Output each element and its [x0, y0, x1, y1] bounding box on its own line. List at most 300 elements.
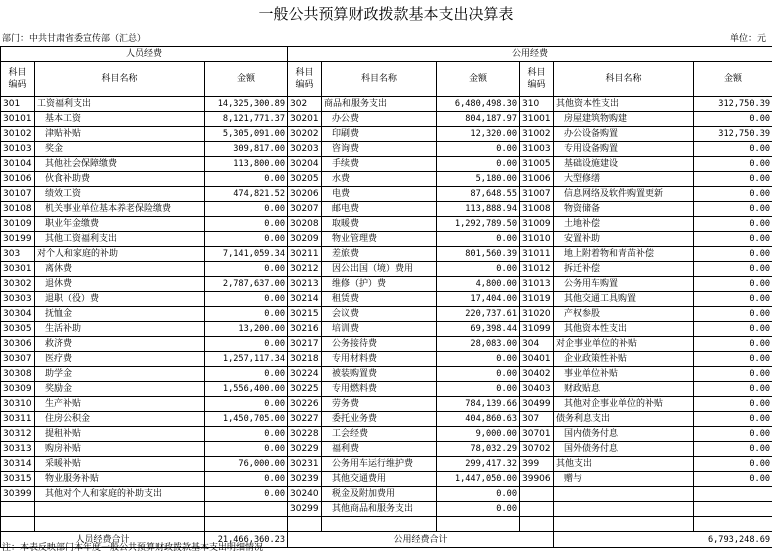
amount-cell: 1,292,789.50 [437, 217, 520, 232]
subject-code: 30314 [1, 457, 35, 472]
subject-code: 30216 [288, 322, 322, 337]
header-code-3: 科目 编码 [520, 62, 554, 97]
amount-cell: 113,888.94 [437, 202, 520, 217]
subject-code: 30401 [520, 352, 554, 367]
subject-name: 办公设备购置 [554, 127, 694, 142]
header-name-1: 科目名称 [35, 62, 205, 97]
table-row [1, 457, 772, 472]
amount-cell: 312,750.39 [694, 127, 772, 142]
subject-code: 30301 [1, 262, 35, 277]
subject-name: 信息网络及软件购置更新 [554, 187, 694, 202]
header-code-2: 科目 编码 [288, 62, 322, 97]
subject-name: 租赁费 [322, 292, 437, 307]
subject-name: 培训费 [322, 322, 437, 337]
subject-code: 30399 [1, 487, 35, 502]
amount-cell: 801,560.39 [437, 247, 520, 262]
amount-cell: 404,860.63 [437, 412, 520, 427]
report-title: 一般公共预算财政拨款基本支出决算表 [258, 5, 514, 23]
amount-cell: 0.00 [694, 472, 772, 487]
amount-cell: 0.00 [694, 307, 772, 322]
expenditure-table [0, 46, 772, 548]
table-row [1, 277, 772, 292]
amount-cell: 0.00 [694, 382, 772, 397]
subject-name: 因公出国（境）费用 [322, 262, 437, 277]
subject-name: 采暖补贴 [35, 457, 205, 472]
group-personnel: 人员经费 [1, 47, 288, 62]
subject-code: 30102 [1, 127, 35, 142]
amount-cell: 13,200.00 [205, 322, 288, 337]
header-code-1: 科目 编码 [1, 62, 35, 97]
subject-name: 专用材料费 [322, 352, 437, 367]
amount-cell: 220,737.61 [437, 307, 520, 322]
amount-cell: 0.00 [694, 352, 772, 367]
table-row [1, 97, 772, 112]
table-row [1, 127, 772, 142]
subject-name: 公务用车购置 [554, 277, 694, 292]
subject-name: 职业年金缴费 [35, 217, 205, 232]
subject-code: 30106 [1, 172, 35, 187]
subject-code: 30299 [288, 502, 322, 517]
subject-name: 工会经费 [322, 427, 437, 442]
subject-name [322, 517, 437, 532]
table-row [1, 187, 772, 202]
amount-cell: 0.00 [205, 217, 288, 232]
subject-code [520, 517, 554, 532]
subject-name: 救济费 [35, 337, 205, 352]
subject-code: 31099 [520, 322, 554, 337]
subject-name: 基础设施建设 [554, 157, 694, 172]
subject-name: 伙食补助费 [35, 172, 205, 187]
subject-code: 310 [520, 97, 554, 112]
subject-code: 30305 [1, 322, 35, 337]
amount-cell: 0.00 [694, 292, 772, 307]
subject-name: 拆迁补偿 [554, 262, 694, 277]
amount-cell: 0.00 [205, 472, 288, 487]
subject-code [288, 517, 322, 532]
amount-cell: 0.00 [205, 202, 288, 217]
subject-name: 产权参股 [554, 307, 694, 322]
amount-cell: 0.00 [694, 247, 772, 262]
amount-cell: 312,750.39 [694, 97, 772, 112]
table-row [1, 502, 772, 517]
subject-code [1, 517, 35, 532]
subject-name: 安置补助 [554, 232, 694, 247]
amount-cell: 0.00 [437, 262, 520, 277]
subject-name: 邮电费 [322, 202, 437, 217]
subject-code: 30701 [520, 427, 554, 442]
subject-name: 奖励金 [35, 382, 205, 397]
subject-code: 30205 [288, 172, 322, 187]
table-row [1, 337, 772, 352]
subject-name [35, 517, 205, 532]
subject-code: 30217 [288, 337, 322, 352]
subject-code: 30306 [1, 337, 35, 352]
subject-name: 会议费 [322, 307, 437, 322]
subject-code: 30215 [288, 307, 322, 322]
amount-cell: 0.00 [694, 142, 772, 157]
table-row [1, 232, 772, 247]
subject-code: 30227 [288, 412, 322, 427]
amount-cell: 9,000.00 [437, 427, 520, 442]
subject-code: 30109 [1, 217, 35, 232]
amount-cell: 0.00 [437, 142, 520, 157]
column-header-row [1, 62, 772, 97]
group-header-row [1, 47, 772, 62]
amount-cell: 12,320.00 [437, 127, 520, 142]
subject-name: 被装购置费 [322, 367, 437, 382]
amount-cell: 309,817.00 [205, 142, 288, 157]
subject-code: 30499 [520, 397, 554, 412]
subject-name: 取暖费 [322, 217, 437, 232]
subject-code: 31007 [520, 187, 554, 202]
amount-cell: 0.00 [694, 367, 772, 382]
subject-code: 31002 [520, 127, 554, 142]
table-row [1, 487, 772, 502]
subject-name: 其他资本性支出 [554, 322, 694, 337]
personnel-total-amount: 21,466,360.23 [205, 532, 288, 548]
amount-cell: 76,000.00 [205, 457, 288, 472]
amount-cell: 0.00 [205, 292, 288, 307]
subject-name: 电费 [322, 187, 437, 202]
table-row [1, 142, 772, 157]
amount-cell: 0.00 [694, 262, 772, 277]
amount-cell: 0.00 [437, 367, 520, 382]
amount-cell: 0.00 [205, 307, 288, 322]
amount-cell: 17,404.00 [437, 292, 520, 307]
department-label: 部门：中共甘肃省委宣传部（汇总） [2, 34, 147, 44]
subject-code: 30229 [288, 442, 322, 457]
subject-name: 其他商品和服务支出 [322, 502, 437, 517]
subject-name: 专用设备购置 [554, 142, 694, 157]
subject-name: 印刷费 [322, 127, 437, 142]
subject-name: 企业政策性补贴 [554, 352, 694, 367]
amount-cell: 0.00 [694, 172, 772, 187]
amount-cell: 0.00 [205, 262, 288, 277]
amount-cell: 0.00 [205, 397, 288, 412]
subject-name: 维修（护）费 [322, 277, 437, 292]
subject-code: 30403 [520, 382, 554, 397]
subject-code: 30203 [288, 142, 322, 157]
table-row [1, 112, 772, 127]
table-row [1, 157, 772, 172]
subject-code: 30199 [1, 232, 35, 247]
amount-cell: 0.00 [437, 487, 520, 502]
subject-name: 水费 [322, 172, 437, 187]
subject-code: 31006 [520, 172, 554, 187]
subject-code: 30201 [288, 112, 322, 127]
amount-cell: 0.00 [694, 457, 772, 472]
amount-cell: 784,139.66 [437, 397, 520, 412]
subject-code: 31010 [520, 232, 554, 247]
subject-code: 30402 [520, 367, 554, 382]
header-name-2: 科目名称 [322, 62, 437, 97]
amount-cell: 0.00 [694, 427, 772, 442]
subject-name: 公务接待费 [322, 337, 437, 352]
subject-name: 对个人和家庭的补助 [35, 247, 205, 262]
table-row [1, 262, 772, 277]
amount-cell: 28,083.00 [437, 337, 520, 352]
subject-code: 30213 [288, 277, 322, 292]
amount-cell: 0.00 [205, 487, 288, 502]
subject-name: 购房补贴 [35, 442, 205, 457]
subject-name: 其他交通工具购置 [554, 292, 694, 307]
subject-name: 房屋建筑物购建 [554, 112, 694, 127]
subject-name: 助学金 [35, 367, 205, 382]
amount-cell: 2,787,637.00 [205, 277, 288, 292]
subject-code: 303 [1, 247, 35, 262]
subject-name: 土地补偿 [554, 217, 694, 232]
subject-code: 30313 [1, 442, 35, 457]
subject-name: 其他对企事业单位的补贴 [554, 397, 694, 412]
subject-name: 劳务费 [322, 397, 437, 412]
amount-cell: 5,305,091.00 [205, 127, 288, 142]
subject-code: 30104 [1, 157, 35, 172]
amount-cell: 7,141,059.34 [205, 247, 288, 262]
amount-cell: 0.00 [694, 442, 772, 457]
amount-cell: 0.00 [437, 157, 520, 172]
amount-cell: 69,398.44 [437, 322, 520, 337]
subject-name: 其他资本性支出 [554, 97, 694, 112]
subject-name: 物业服务补贴 [35, 472, 205, 487]
table-row [1, 397, 772, 412]
subject-name: 国内债务付息 [554, 427, 694, 442]
subject-code: 30212 [288, 262, 322, 277]
subject-name: 差旅费 [322, 247, 437, 262]
header-amount-1: 金额 [205, 62, 288, 97]
table-row [1, 442, 772, 457]
subject-code: 301 [1, 97, 35, 112]
subject-name: 商品和服务支出 [322, 97, 437, 112]
subject-code: 31001 [520, 112, 554, 127]
subject-code: 30302 [1, 277, 35, 292]
subject-name: 咨询费 [322, 142, 437, 157]
subject-code: 30226 [288, 397, 322, 412]
subject-code: 30206 [288, 187, 322, 202]
table-row [1, 247, 772, 262]
subject-name: 其他对个人和家庭的补助支出 [35, 487, 205, 502]
header-amount-3: 金额 [694, 62, 772, 97]
subject-code: 30204 [288, 157, 322, 172]
footnote: 注：本表反映部门本年度一般公共预算财政拨款基本支出明细情况 [2, 543, 264, 553]
subject-name [554, 502, 694, 517]
amount-cell: 87,648.55 [437, 187, 520, 202]
subject-name: 办公费 [322, 112, 437, 127]
subject-name: 其他交通费用 [322, 472, 437, 487]
amount-cell: 1,447,050.00 [437, 472, 520, 487]
subject-name: 其他工资福利支出 [35, 232, 205, 247]
amount-cell [205, 517, 288, 532]
subject-code: 30308 [1, 367, 35, 382]
subject-code: 399 [520, 457, 554, 472]
subject-name: 其他社会保障缴费 [35, 157, 205, 172]
header-name-3: 科目名称 [554, 62, 694, 97]
subject-code: 30231 [288, 457, 322, 472]
subject-code: 31013 [520, 277, 554, 292]
subject-name: 退休费 [35, 277, 205, 292]
subject-name: 其他支出 [554, 457, 694, 472]
subject-code: 30225 [288, 382, 322, 397]
subject-name: 专用燃料费 [322, 382, 437, 397]
amount-cell: 5,180.00 [437, 172, 520, 187]
amount-cell: 0.00 [205, 427, 288, 442]
subject-name [554, 487, 694, 502]
subject-code: 30309 [1, 382, 35, 397]
subject-name: 财政贴息 [554, 382, 694, 397]
amount-cell: 0.00 [205, 172, 288, 187]
subject-name: 绩效工资 [35, 187, 205, 202]
amount-cell: 0.00 [694, 397, 772, 412]
subject-code: 31008 [520, 202, 554, 217]
amount-cell: 113,800.00 [205, 157, 288, 172]
amount-cell: 0.00 [694, 217, 772, 232]
subject-name: 医疗费 [35, 352, 205, 367]
amount-cell: 0.00 [205, 442, 288, 457]
amount-cell [205, 502, 288, 517]
subject-name [35, 502, 205, 517]
amount-cell: 0.00 [205, 337, 288, 352]
amount-cell: 1,450,705.00 [205, 412, 288, 427]
subject-code: 31009 [520, 217, 554, 232]
subject-code: 30207 [288, 202, 322, 217]
subject-code: 31005 [520, 157, 554, 172]
table-row [1, 172, 772, 187]
subject-code: 30304 [1, 307, 35, 322]
subject-name: 工资福利支出 [35, 97, 205, 112]
amount-cell: 0.00 [694, 187, 772, 202]
subject-name: 生产补贴 [35, 397, 205, 412]
subject-name: 基本工资 [35, 112, 205, 127]
table-row [1, 202, 772, 217]
subject-code: 30209 [288, 232, 322, 247]
amount-cell: 1,257,117.34 [205, 352, 288, 367]
table-row [1, 352, 772, 367]
subject-code: 30311 [1, 412, 35, 427]
amount-cell: 14,325,300.89 [205, 97, 288, 112]
subject-code [520, 487, 554, 502]
subject-name: 机关事业单位基本养老保险缴费 [35, 202, 205, 217]
subject-name: 公务用车运行维护费 [322, 457, 437, 472]
amount-cell: 0.00 [694, 112, 772, 127]
subject-name: 大型修缮 [554, 172, 694, 187]
subject-code: 30108 [1, 202, 35, 217]
amount-cell [694, 502, 772, 517]
amount-cell: 0.00 [694, 157, 772, 172]
subject-code: 30211 [288, 247, 322, 262]
subject-code: 30224 [288, 367, 322, 382]
subject-code [1, 502, 35, 517]
amount-cell: 4,800.00 [437, 277, 520, 292]
subject-name: 生活补助 [35, 322, 205, 337]
group-public: 公用经费 [288, 47, 772, 62]
table-row [1, 517, 772, 532]
table-row [1, 472, 772, 487]
table-row [1, 367, 772, 382]
subject-name: 手续费 [322, 157, 437, 172]
public-total-label: 公用经费合计 [288, 532, 554, 548]
table-row [1, 307, 772, 322]
subject-code: 30228 [288, 427, 322, 442]
subject-code: 30214 [288, 292, 322, 307]
subject-code: 307 [520, 412, 554, 427]
amount-cell: 0.00 [437, 352, 520, 367]
subject-code: 30307 [1, 352, 35, 367]
subject-code: 31019 [520, 292, 554, 307]
subject-name: 抚恤金 [35, 307, 205, 322]
amount-cell: 0.00 [205, 232, 288, 247]
subject-code: 30310 [1, 397, 35, 412]
subject-code: 30315 [1, 472, 35, 487]
subject-name: 地上附着物和青苗补偿 [554, 247, 694, 262]
subject-code: 39906 [520, 472, 554, 487]
table-row [1, 292, 772, 307]
subject-name: 津贴补贴 [35, 127, 205, 142]
amount-cell: 0.00 [694, 337, 772, 352]
amount-cell: 0.00 [694, 202, 772, 217]
header-amount-2: 金额 [437, 62, 520, 97]
subject-code: 30107 [1, 187, 35, 202]
subject-name: 赠与 [554, 472, 694, 487]
amount-cell [437, 517, 520, 532]
amount-cell: 0.00 [437, 382, 520, 397]
amount-cell: 0.00 [694, 232, 772, 247]
amount-cell: 8,121,771.37 [205, 112, 288, 127]
amount-cell: 6,480,498.30 [437, 97, 520, 112]
subject-code: 30208 [288, 217, 322, 232]
subject-name: 国外债务付息 [554, 442, 694, 457]
subject-name [554, 517, 694, 532]
personnel-total-label: 人员经费合计 [1, 532, 205, 548]
subject-name: 物业管理费 [322, 232, 437, 247]
public-total-amount: 6,793,248.69 [554, 532, 772, 548]
amount-cell: 78,032.29 [437, 442, 520, 457]
subject-name: 福利费 [322, 442, 437, 457]
subject-code: 302 [288, 97, 322, 112]
amount-cell: 0.00 [694, 412, 772, 427]
amount-cell: 0.00 [205, 367, 288, 382]
subject-code: 30312 [1, 427, 35, 442]
amount-cell [694, 517, 772, 532]
amount-cell [694, 487, 772, 502]
amount-cell: 299,417.32 [437, 457, 520, 472]
subject-code: 31011 [520, 247, 554, 262]
subject-name: 奖金 [35, 142, 205, 157]
subject-code: 31003 [520, 142, 554, 157]
subject-name: 离休费 [35, 262, 205, 277]
unit-label: 单位：元 [729, 34, 766, 44]
amount-cell: 0.00 [694, 277, 772, 292]
subject-code: 31020 [520, 307, 554, 322]
table-row [1, 412, 772, 427]
subject-name: 事业单位补贴 [554, 367, 694, 382]
amount-cell: 804,187.97 [437, 112, 520, 127]
amount-cell: 0.00 [437, 502, 520, 517]
table-row [1, 382, 772, 397]
amount-cell: 0.00 [437, 232, 520, 247]
subject-name: 税金及附加费用 [322, 487, 437, 502]
subject-name: 委托业务费 [322, 412, 437, 427]
subject-code: 30240 [288, 487, 322, 502]
subject-code: 304 [520, 337, 554, 352]
subject-code [520, 502, 554, 517]
subject-code: 30239 [288, 472, 322, 487]
subject-name: 对企事业单位的补贴 [554, 337, 694, 352]
subject-name: 物资储备 [554, 202, 694, 217]
subject-name: 债务利息支出 [554, 412, 694, 427]
subject-code: 30303 [1, 292, 35, 307]
table-row [1, 322, 772, 337]
table-row [1, 427, 772, 442]
amount-cell: 0.00 [694, 322, 772, 337]
